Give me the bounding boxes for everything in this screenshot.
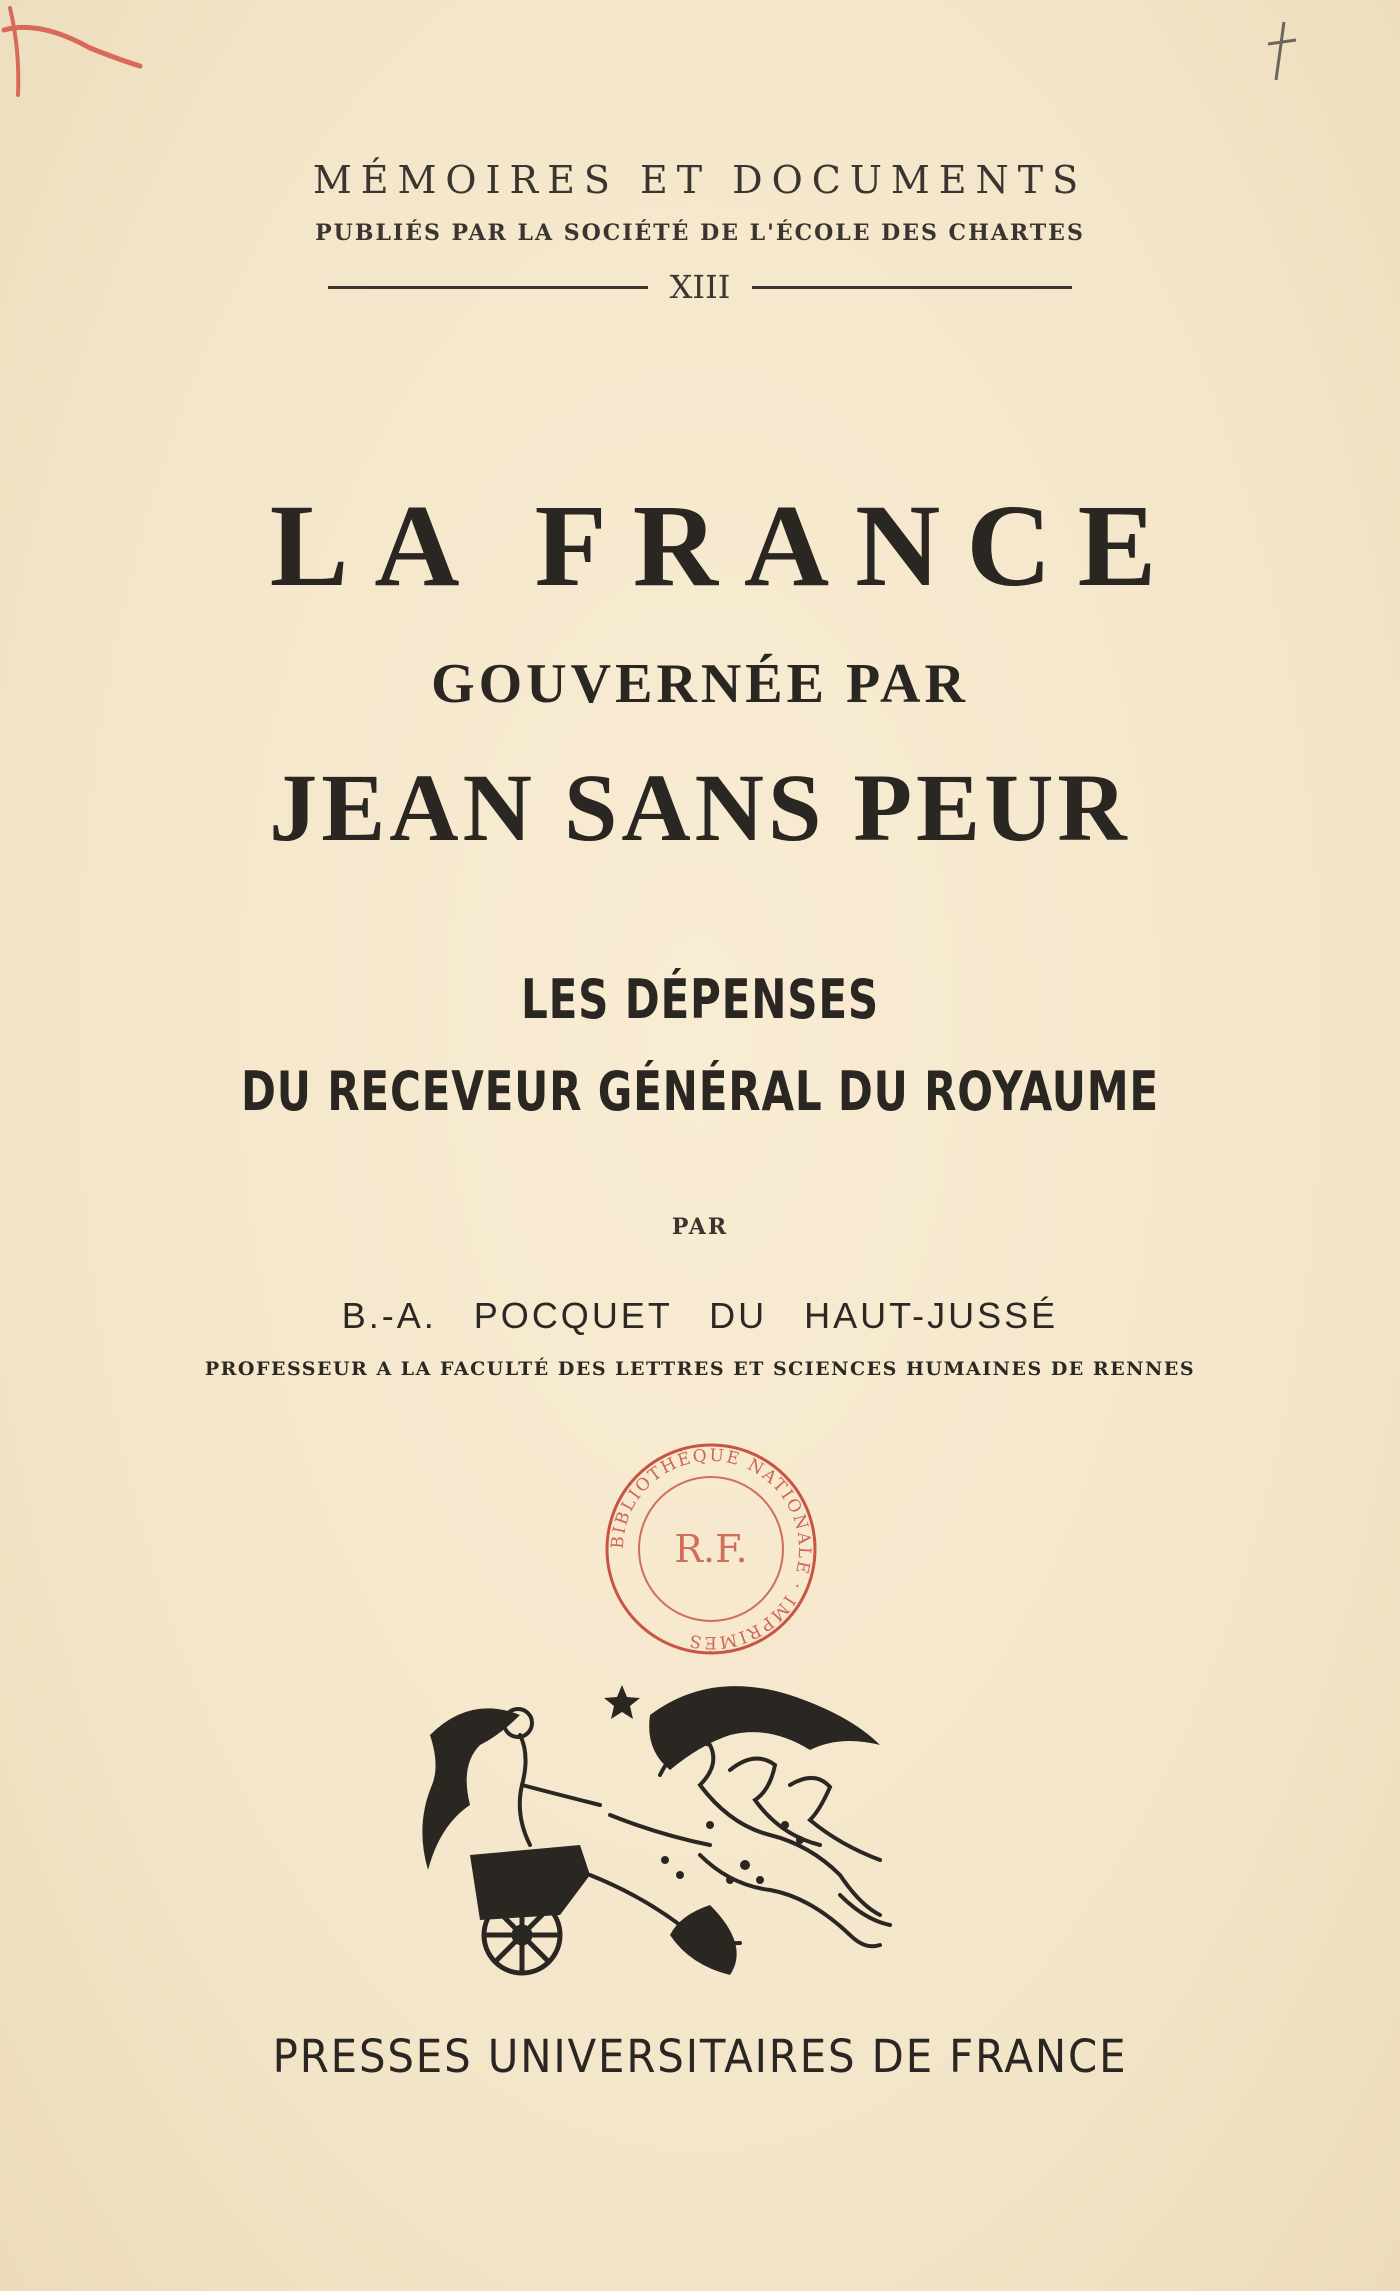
subtitle-line-1: LES DÉPENSES bbox=[520, 968, 880, 1031]
book-title-subject: JEAN SANS PEUR bbox=[269, 754, 1131, 861]
library-stamp bbox=[596, 1434, 826, 1664]
series-society: PUBLIÉS PAR LA SOCIÉTÉ DE L'ÉCOLE DES CHARTES bbox=[315, 220, 1085, 246]
author-affiliation: PROFESSEUR A LA FACULTÉ DES LETTRES ET SCIENCES HUMAINES DE RENNES bbox=[204, 1358, 1196, 1380]
subtitle-line-2: DU RECEVEUR GÉNÉRAL DU ROYAUME bbox=[241, 1060, 1159, 1123]
chariot-vignette-illustration bbox=[410, 1675, 930, 1985]
volume-number: XIII bbox=[669, 268, 731, 306]
pencil-mark bbox=[1256, 18, 1306, 88]
author-name: B.-A. POCQUET DU HAUT-JUSSÉ bbox=[341, 1295, 1059, 1336]
book-title-connector: GOUVERNÉE PAR bbox=[431, 653, 969, 715]
publisher-name: PRESSES UNIVERSITAIRES DE FRANCE bbox=[272, 2030, 1128, 2083]
red-pencil-mark bbox=[0, 0, 160, 110]
left-rule bbox=[328, 286, 648, 289]
book-title: LA FRANCE bbox=[269, 480, 1183, 611]
volume-row bbox=[0, 268, 1400, 306]
byline-par: PAR bbox=[671, 1214, 729, 1240]
right-rule bbox=[752, 286, 1072, 289]
stamp-center-text: R.F. bbox=[674, 1527, 748, 1571]
stamp-ring-text: BIBLIOTHÈQUE NATIONALE · IMPRIMÉS bbox=[607, 1445, 815, 1653]
series-title: MÉMOIRES ET DOCUMENTS bbox=[312, 158, 1088, 202]
